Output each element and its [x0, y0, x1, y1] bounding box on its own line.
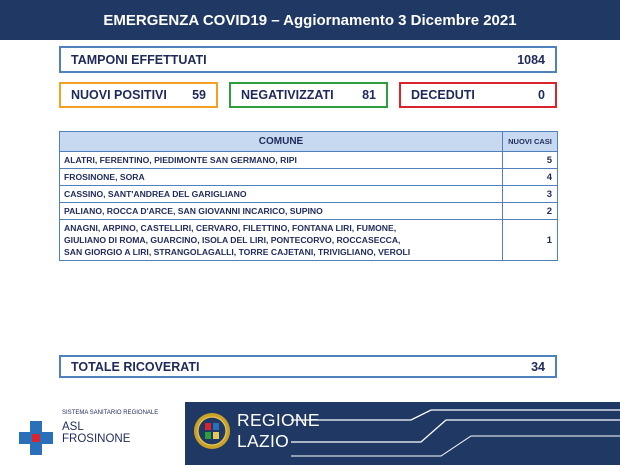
nuovi-positivi-value: 59: [192, 88, 206, 102]
table-row: [60, 152, 558, 169]
negativizzati-box: [229, 82, 388, 108]
regione-lazio-title: [237, 410, 320, 452]
totale-ricoverati-value: 34: [531, 359, 545, 374]
comune-cell: CASSINO, SANT'ANDREA DEL GARIGLIANO: [60, 186, 503, 203]
asl-name: [62, 421, 130, 445]
comune-line: SAN GIORGIO A LIRI, STRANGOLAGALLI, TORRE CAJETANI, TRIVIGLIANO, VEROLI: [64, 247, 411, 257]
regione-lazio-crest-icon: [193, 412, 231, 450]
table-header-row: [60, 132, 558, 152]
nuovi-casi-cell: 1: [503, 220, 558, 261]
table-row: [60, 203, 558, 220]
nuovi-casi-cell: 5: [503, 152, 558, 169]
comune-cell: [60, 220, 503, 261]
negativizzati-value: 81: [362, 88, 376, 102]
page-title: EMERGENZA COVID19 – Aggiornamento 3 Dicembre 2021: [0, 0, 620, 40]
comune-line: ANAGNI, ARPINO, CASTELLIRI, CERVARO, FILETTINO, FONTANA LIRI, FUMONE,: [64, 223, 397, 233]
table-row: [60, 186, 558, 203]
tamponi-label: TAMPONI EFFETTUATI: [71, 52, 207, 67]
nuovi-casi-cell: 3: [503, 186, 558, 203]
comune-cell: PALIANO, ROCCA D'ARCE, SAN GIOVANNI INCARICO, SUPINO: [60, 203, 503, 220]
table-row: [60, 169, 558, 186]
nuovi-casi-cell: 2: [503, 203, 558, 220]
medical-cross-icon: [19, 421, 53, 455]
nuovi-positivi-box: [59, 82, 218, 108]
nuovi-casi-cell: 4: [503, 169, 558, 186]
deceduti-value: 0: [538, 88, 545, 102]
footer: [0, 402, 620, 465]
asl-name-line1: ASL: [62, 421, 84, 433]
table-row: [60, 220, 558, 261]
negativizzati-label: NEGATIVIZZATI: [241, 88, 334, 102]
deceduti-box: [399, 82, 557, 108]
regione-line1: REGIONE: [237, 410, 320, 430]
tamponi-value: 1084: [517, 52, 545, 67]
comune-cell: FROSINONE, SORA: [60, 169, 503, 186]
totale-ricoverati-label: TOTALE RICOVERATI: [71, 359, 200, 374]
nuovi-positivi-label: NUOVI POSITIVI: [71, 88, 167, 102]
totale-ricoverati-box: [59, 355, 557, 378]
comune-line: GIULIANO DI ROMA, GUARCINO, ISOLA DEL LIRI, PONTECORVO, ROCCASECCA,: [64, 235, 401, 245]
deceduti-label: DECEDUTI: [411, 88, 475, 102]
comuni-table: [59, 131, 558, 261]
column-header-comune: COMUNE: [60, 132, 503, 152]
tamponi-box: [59, 46, 557, 73]
regione-lazio-banner: [185, 402, 620, 465]
regione-line2: LAZIO: [237, 431, 290, 451]
comune-cell: ALATRI, FERENTINO, PIEDIMONTE SAN GERMANO, RIPI: [60, 152, 503, 169]
asl-logo-area: [0, 402, 185, 465]
asl-name-line2: FROSINONE: [62, 433, 131, 445]
column-header-nuovi-casi: NUOVI CASI: [503, 132, 558, 152]
asl-subtitle: SISTEMA SANITARIO REGIONALE: [62, 410, 159, 416]
banner-stripes-decoration: [291, 406, 620, 461]
